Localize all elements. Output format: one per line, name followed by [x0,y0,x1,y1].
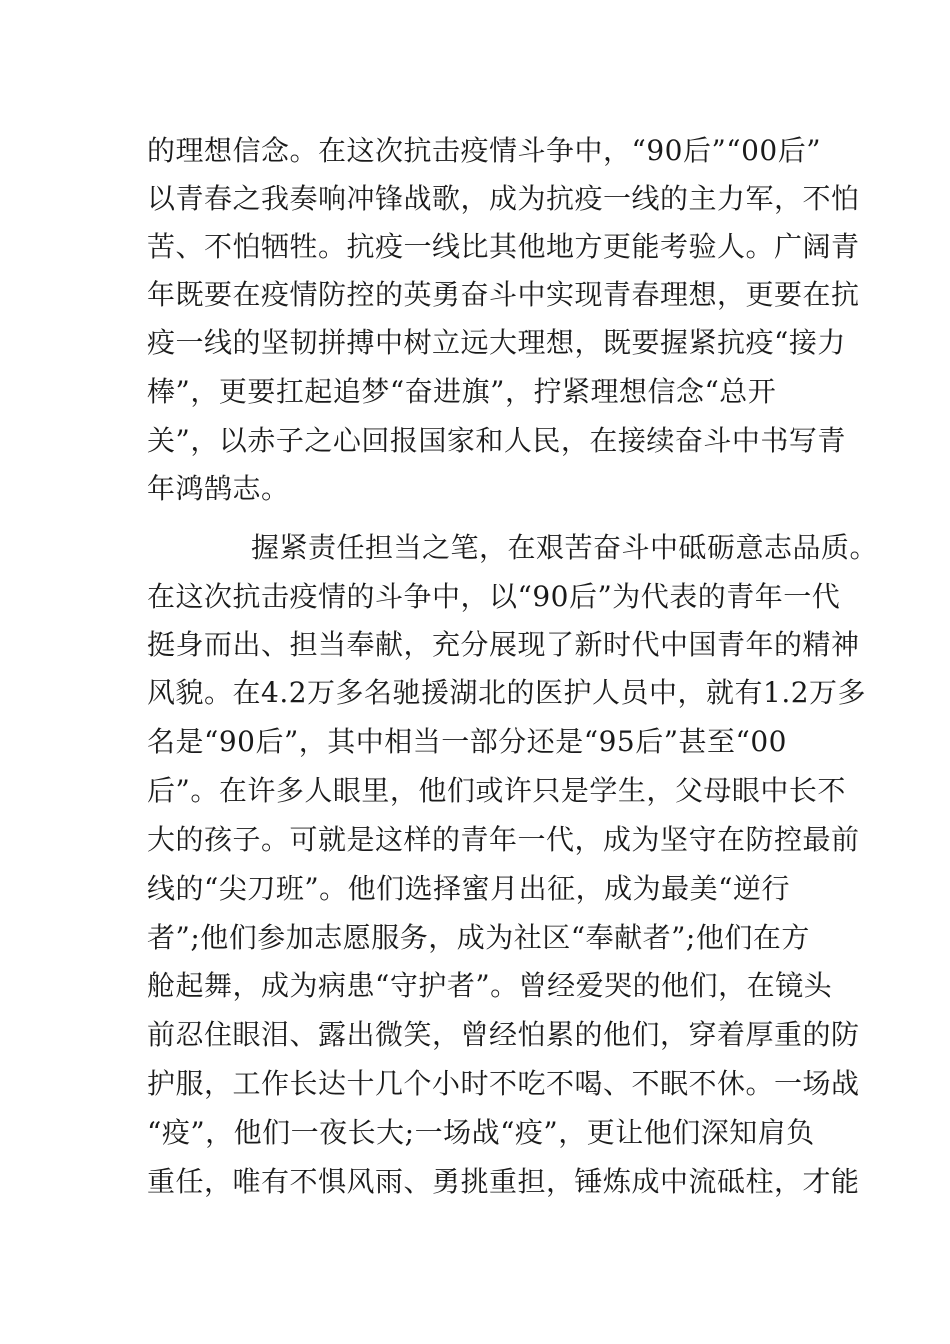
text-line: 疫一线的坚韧拼搏中树立远大理想，既要握紧抗疫“接力 [147,326,846,359]
text-line: 舱起舞，成为病患“守护者”。曾经爱哭的他们，在镜头 [147,969,833,1002]
text-line: 前忍住眼泪、露出微笑，曾经怕累的他们，穿着厚重的防 [147,1018,860,1051]
text-line: 关”，以赤子之心回报国家和人民，在接续奋斗中书写青 [147,424,846,457]
text-line: 年鸿鹄志。 [147,472,290,505]
text-line: 年既要在疫情防控的英勇奋斗中实现青春理想，更要在抗 [147,278,860,311]
text-line: 者”;他们参加志愿服务，成为社区“奉献者”;他们在方 [147,921,810,954]
text-line: 以青春之我奏响冲锋战歌，成为抗疫一线的主力军，不怕 [147,182,860,215]
text-line: 挺身而出、担当奉献，充分展现了新时代中国青年的精神 [147,628,860,661]
text-line: 名是“90后”，其中相当一部分还是“95后”甚至“00 [147,725,787,758]
text-line: 苦、不怕牺牲。抗疫一线比其他地方更能考验人。广阔青 [147,230,860,263]
text-line: 护服，工作长达十几个小时不吃不喝、不眠不休。一场战 [147,1067,860,1100]
text-line: 风貌。在4.2万多名驰援湖北的医护人员中，就有1.2万多 [147,676,867,709]
text-line: 的理想信念。在这次抗击疫情斗争中，“90后”“00后” [147,134,822,167]
text-line: 后”。在许多人眼里，他们或许只是学生，父母眼中长不 [147,774,846,807]
text-line: “疫”，他们一夜长大;一场战“疫”，更让他们深知肩负 [147,1116,815,1149]
text-line: 线的“尖刀班”。他们选择蜜月出征，成为最美“逆行 [147,872,790,905]
text-line: 重任，唯有不惧风雨、勇挑重担，锤炼成中流砥柱，才能 [147,1165,860,1198]
text-line: 棒”，更要扛起追梦“奋进旗”，拧紧理想信念“总开 [147,375,777,408]
paragraph-first-line: 握紧责任担当之笔，在艰苦奋斗中砥砺意志品质。 [251,531,879,564]
text-line: 在这次抗击疫情的斗争中，以“90后”为代表的青年一代 [147,580,841,613]
text-line: 大的孩子。可就是这样的青年一代，成为坚守在防控最前 [147,823,860,856]
